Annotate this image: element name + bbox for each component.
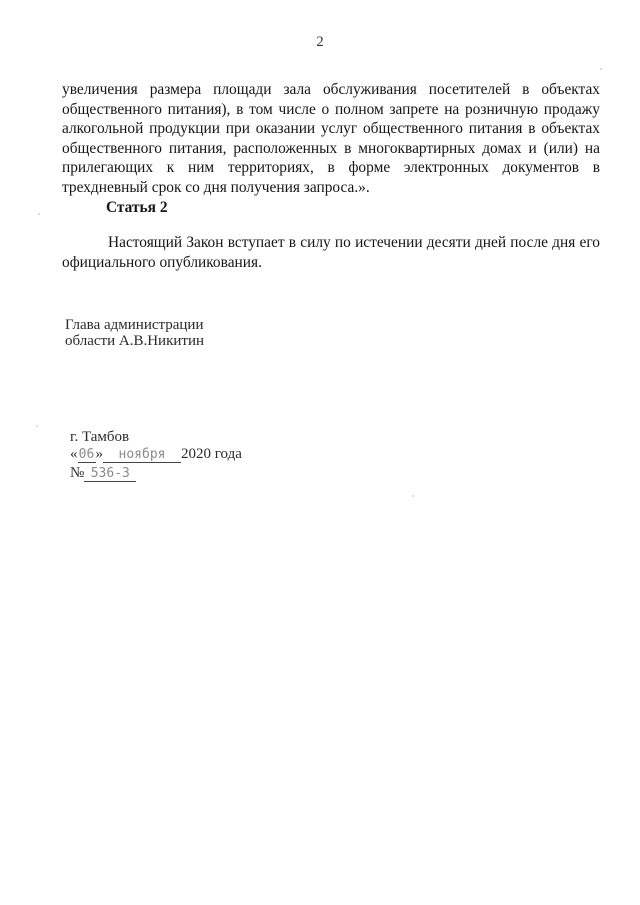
signature-title: Глава администрации xyxy=(65,317,204,333)
date-line xyxy=(70,446,242,463)
date-year: 2020 года xyxy=(181,446,242,462)
date-day: 06 xyxy=(78,447,95,462)
signature-block xyxy=(65,317,204,349)
date-month: ноября xyxy=(103,447,181,463)
number-sign: № xyxy=(70,465,85,481)
scan-speck xyxy=(38,213,40,215)
law-number: 536-З xyxy=(84,466,136,482)
number-line xyxy=(70,465,136,482)
scan-speck xyxy=(36,425,38,427)
body-paragraph: увеличения размера площади зала обслуживания посетителей в объектах общественного питания), в том числе о полном запрете на розничную продажу алкогольной продукции при оказании услуг общественного питания в объектах общественного питания, расположенных в многоквартирных домах и (или) на прилегающих к ним территориях, в форме электронных документов в трехдневный срок со дня получения запроса.». xyxy=(62,81,600,196)
scan-speck xyxy=(600,68,602,70)
date-open-quote: « xyxy=(70,446,78,462)
article-heading: Статья 2 xyxy=(106,199,168,216)
signature-name: области А.В.Никитин xyxy=(65,333,205,349)
article-text: Настоящий Закон вступает в силу по истечении десяти дней после дня его официального опубликования. xyxy=(62,234,600,271)
place-of-signing: г. Тамбов xyxy=(70,429,130,445)
scan-speck xyxy=(412,495,414,497)
page-number: 2 xyxy=(316,34,324,50)
date-close-quote: » xyxy=(95,446,103,462)
